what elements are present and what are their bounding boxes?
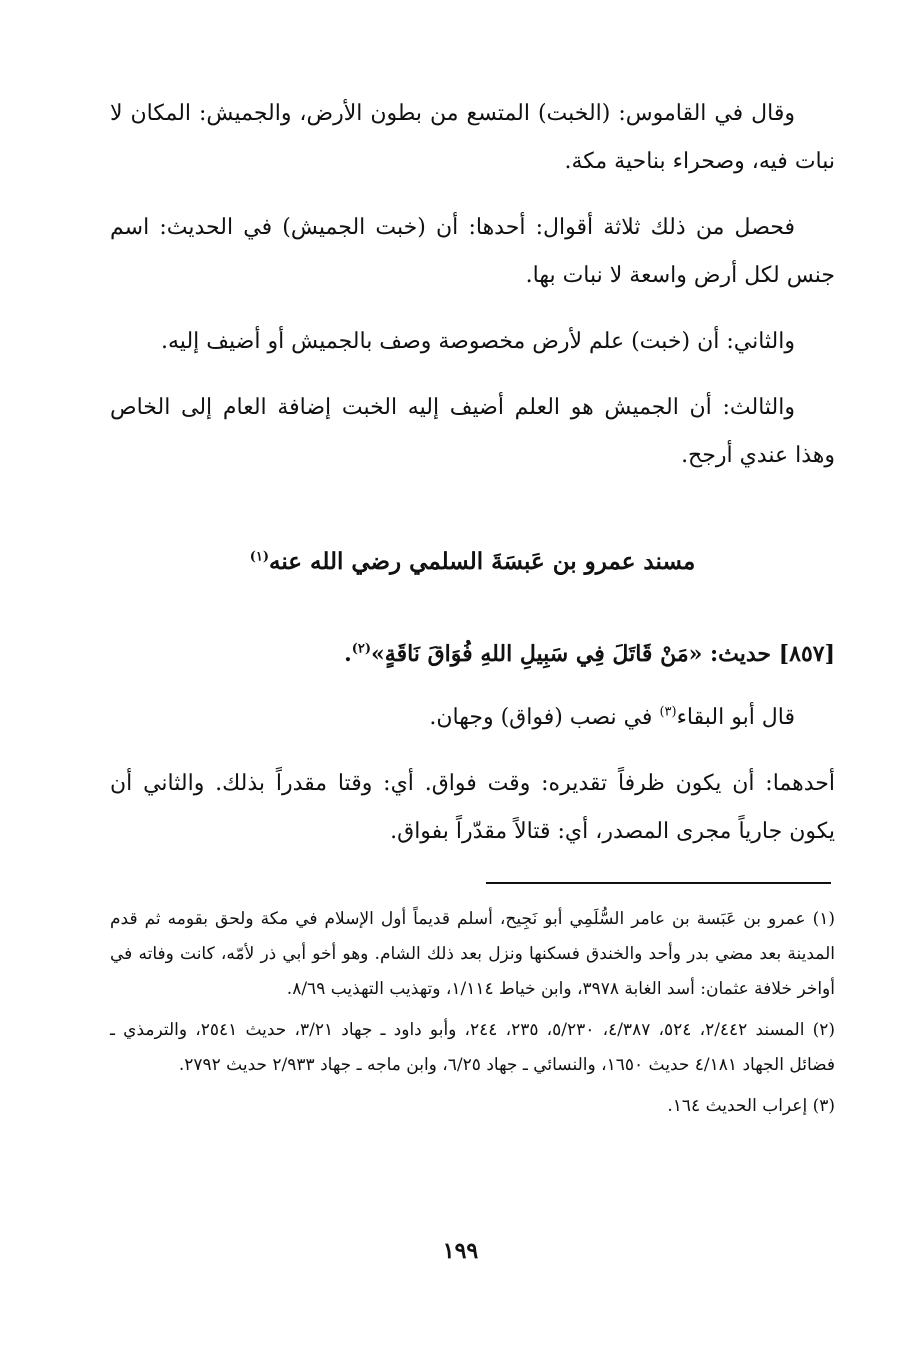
- commentary-abu-albaqa-a: قال أبو البقاء: [676, 705, 795, 730]
- section-title-text: مسند عمرو بن عَبسَةَ السلمي رضي الله عنه: [269, 548, 696, 575]
- footnote-3: (٣) إعراب الحديث ١٦٤.: [667, 1096, 835, 1116]
- footnote-ref-2[interactable]: (٢): [351, 641, 372, 657]
- page-number: ١٩٩: [442, 1238, 479, 1264]
- footnotes: [110, 902, 835, 1130]
- hadith-text: «مَنْ قَاتَلَ فِي سَبِيلِ اللهِ فُوَاقَ نَاقَةٍ»: [371, 641, 703, 667]
- hadith-label: حديث:: [710, 641, 772, 667]
- footnote-ref-3[interactable]: (٣): [659, 704, 677, 720]
- paragraph-three-opinions: فحصل من ذلك ثلاثة أقوال: أحدها: أن (خبت الجميش) في الحديث: اسم جنس لكل أرض واسعة لا نبات بها.: [110, 215, 835, 288]
- section-title: [110, 542, 835, 582]
- commentary-abu-albaqa-b: في نصب (فواق) وجهان.: [429, 705, 660, 730]
- footnote-1: (١) عمرو بن عَبَسة بن عامر السُّلَمِي أبو نَجِيح، أسلم قديماً أول الإسلام في مكة ولحق بقومه ثم قدم المدينة بعد مضي بدر وأحد والخندق فسكنها ونزل بعد ذلك الشام. وهو أخو أبي ذر لأمّه، كانت وفاته في أواخر خلافة عثمان: أسد الغابة ٣٩٧٨، وابن خياط ١/١١٤، وتهذيب التهذيب ٨/٦٩.: [110, 909, 835, 999]
- paragraph-third-opinion: والثالث: أن الجميش هو العلم أضيف إليه الخبت إضافة العام إلى الخاص وهذا عندي أرجح.: [110, 395, 835, 468]
- hadith-heading: [110, 630, 835, 678]
- footnote-divider: [486, 882, 831, 884]
- hadith-end: .: [344, 641, 352, 667]
- footnote-2: (٢) المسند ٢/٤٤٢، ٥٢٤، ٤/٣٨٧، ٥/٢٣٠، ٢٣٥، ٢٤٤، وأبو داود ـ جهاد ٣/٢١، حديث ٢٥٤١، والترمذي ـ فضائل الجهاد ٤/١٨١ حديث ١٦٥٠، والنسائي ـ جهاد ٦/٢٥، وابن ماجه ـ جهاد ٢/٩٣٣ حديث ٢٧٩٢.: [110, 1020, 836, 1075]
- footnote-ref-1[interactable]: (١): [249, 549, 269, 565]
- main-text: [110, 90, 835, 874]
- hadith-number: [٨٥٧]: [778, 641, 835, 667]
- commentary-two-aspects: أحدهما: أن يكون ظرفاً تقديره: وقت فواق. أي: وقتا مقدراً بذلك. والثاني أن يكون جارياً مجرى المصدر، أي: قتالاً مقدّراً بفواق.: [110, 771, 835, 844]
- paragraph-qamus: وقال في القاموس: (الخبت) المتسع من بطون الأرض، والجميش: المكان لا نبات فيه، وصحراء بناحية مكة.: [110, 101, 835, 174]
- paragraph-second-opinion: والثاني: أن (خبت) علم لأرض مخصوصة وصف بالجميش أو أضيف إليه.: [161, 329, 795, 354]
- commentary-abu-albaqa: [110, 694, 835, 742]
